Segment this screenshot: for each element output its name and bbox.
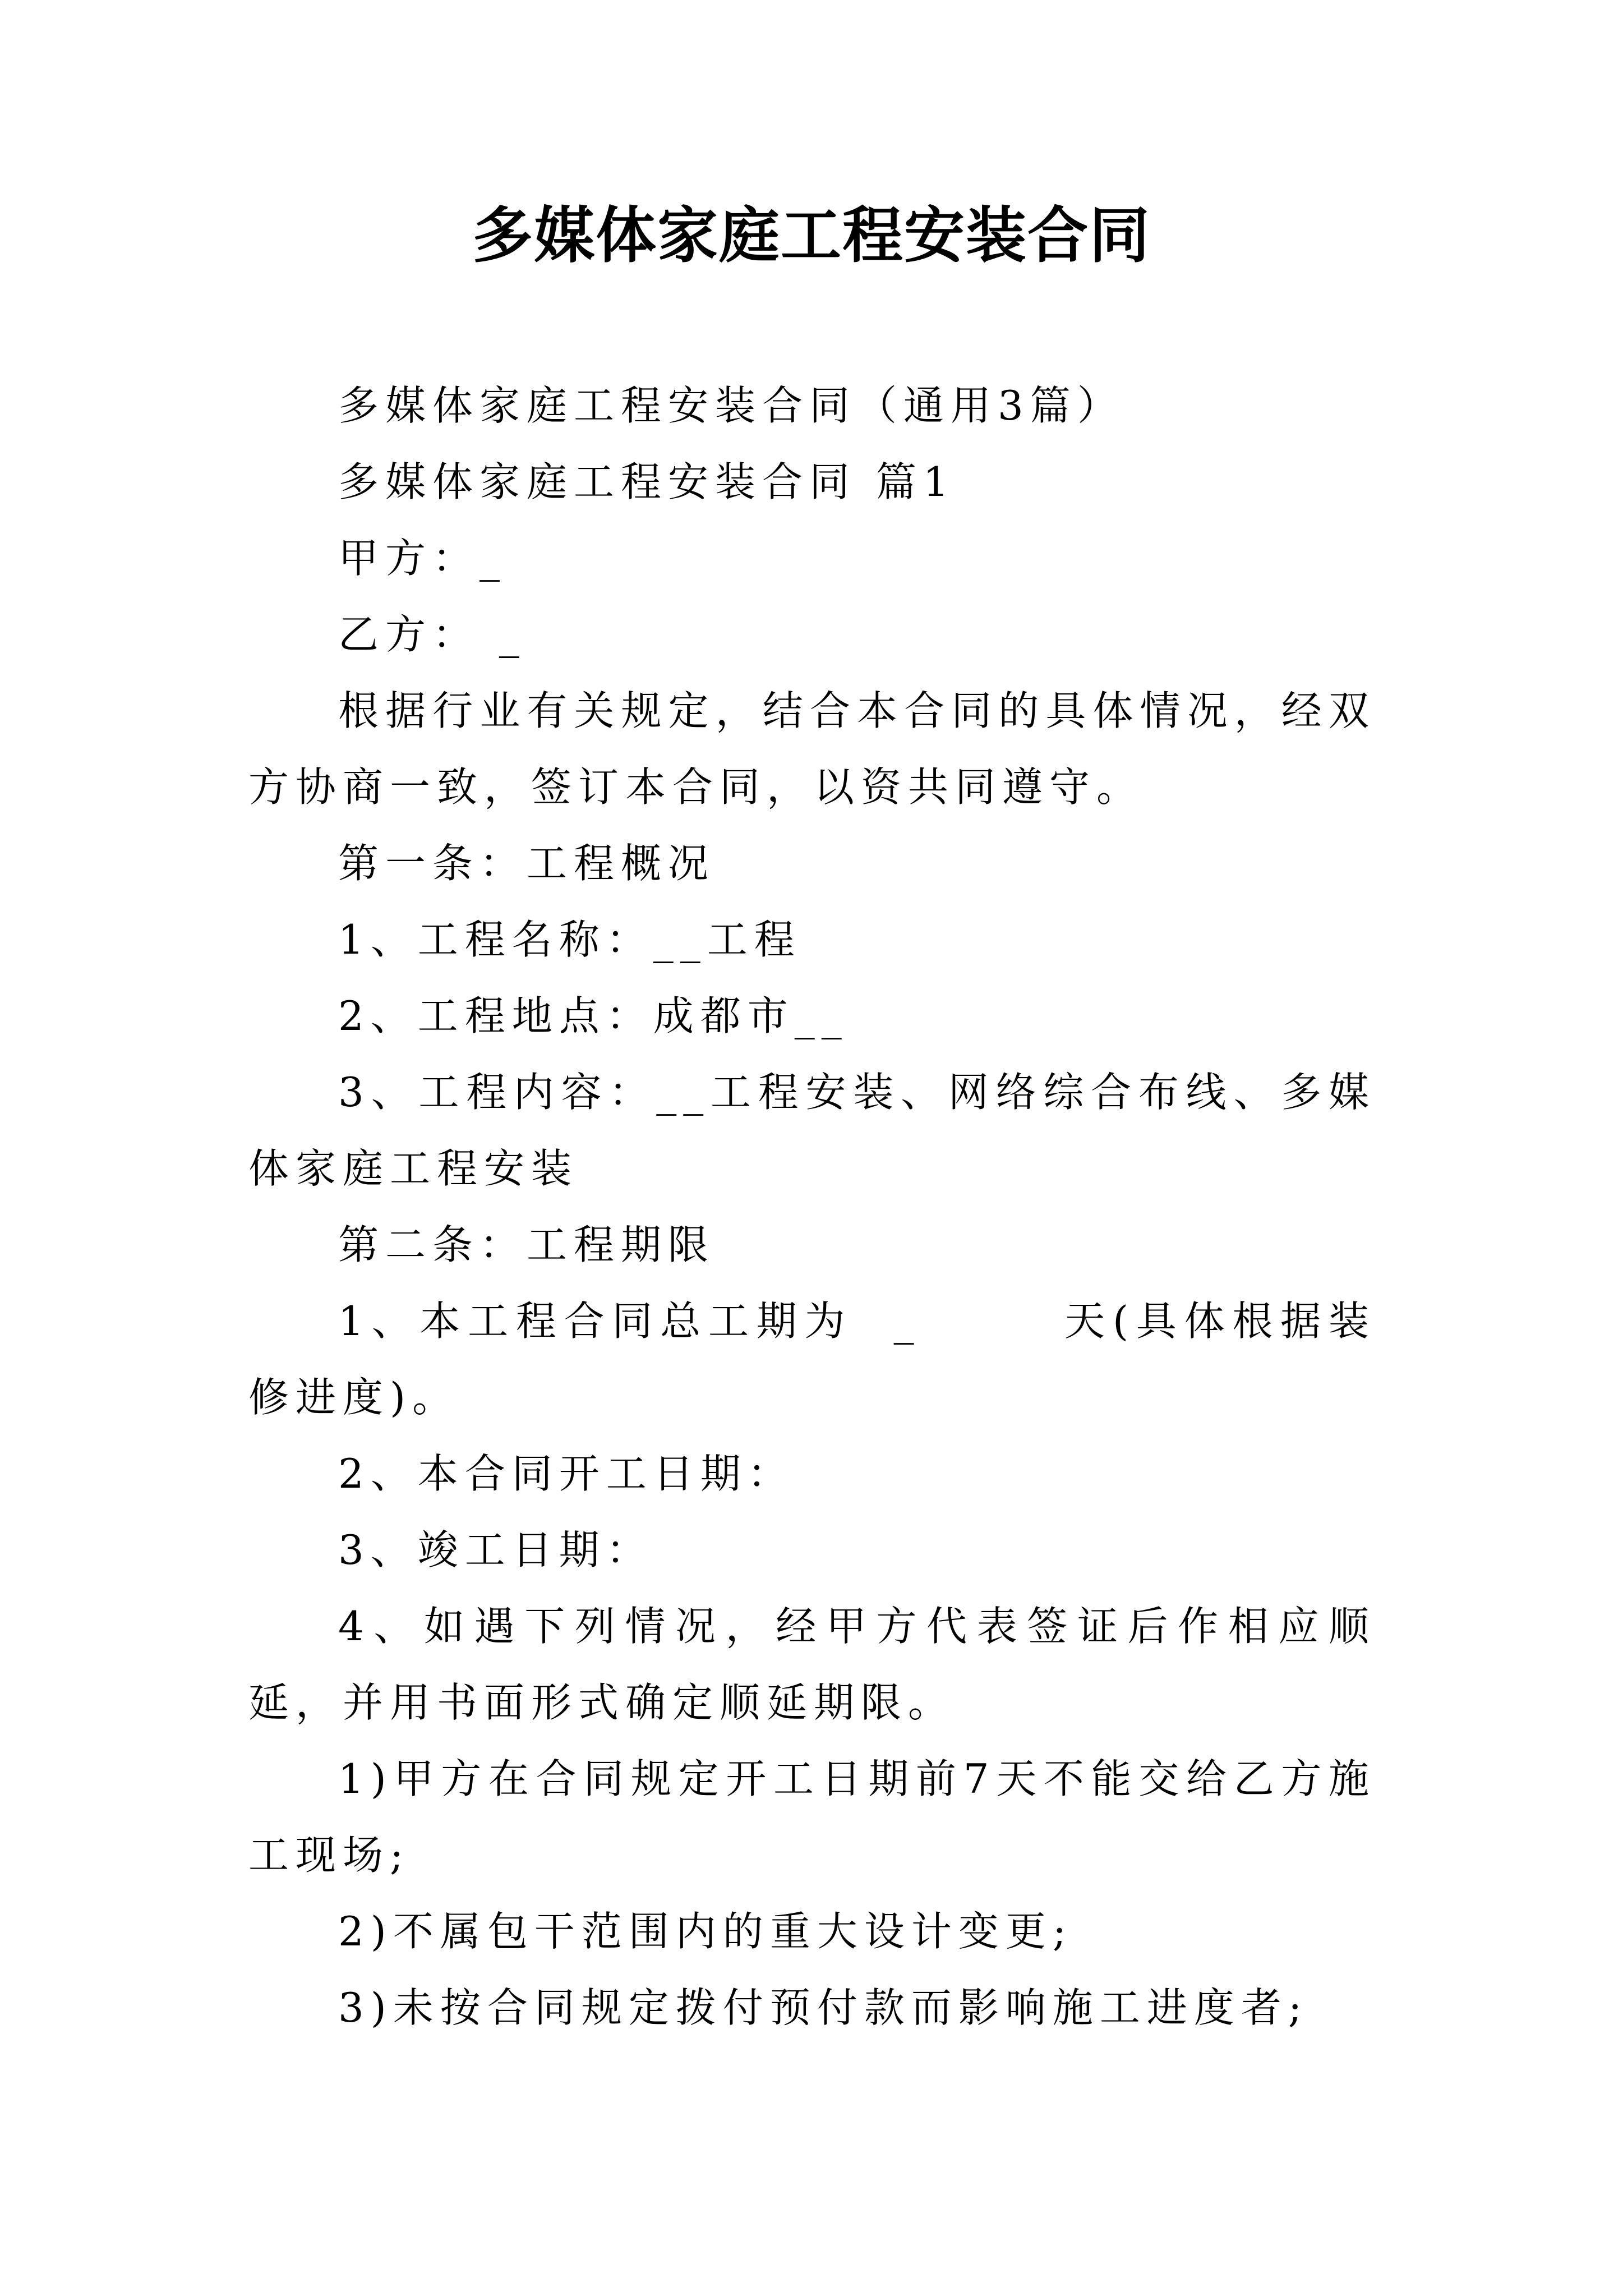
paragraph-condition-3: 3)未按合同规定拨付预付款而影响施工进度者;	[338, 1984, 1309, 2031]
paragraph-party-b: 乙方： _	[338, 611, 526, 658]
document-title: 多媒体家庭工程安装合同	[472, 200, 1151, 271]
document-body	[248, 367, 1376, 2046]
paragraph-condition-1: 1)甲方在合同规定开工日期前7天不能交给乙方施工现场;	[248, 1755, 1376, 1879]
paragraph-total-duration: 1、本工程合同总工期为 _ 天(具体根据装修进度)。	[248, 1297, 1376, 1421]
paragraph-article-2-heading: 第二条：工程期限	[338, 1221, 716, 1268]
paragraph-project-content: 3、工程内容：__工程安装、网络综合布线、多媒体家庭工程安装	[248, 1069, 1376, 1192]
paragraph-condition-2: 2)不属包干范围内的重大设计变更;	[338, 1908, 1073, 1955]
paragraph-party-a: 甲方：_	[338, 535, 507, 582]
paragraph-extension-conditions: 4、如遇下列情况，经甲方代表签证后作相应顺延，并用书面形式确定顺延期限。	[248, 1603, 1376, 1726]
paragraph-project-name: 1、工程名称：__工程	[338, 916, 801, 963]
paragraph-part-heading: 多媒体家庭工程安装合同 篇1	[338, 458, 956, 505]
paragraph-article-1-heading: 第一条：工程概况	[338, 840, 716, 887]
paragraph-completion-date: 3、竣工日期：	[338, 1526, 653, 1573]
paragraph-collection-title: 多媒体家庭工程安装合同（通用3篇）	[338, 382, 1124, 429]
paragraph-project-location: 2、工程地点：成都市__	[338, 992, 849, 1039]
paragraph-start-date: 2、本合同开工日期：	[338, 1450, 795, 1497]
paragraph-preamble: 根据行业有关规定，结合本合同的具体情况，经双方协商一致，签订本合同，以资共同遵守。	[248, 687, 1376, 811]
